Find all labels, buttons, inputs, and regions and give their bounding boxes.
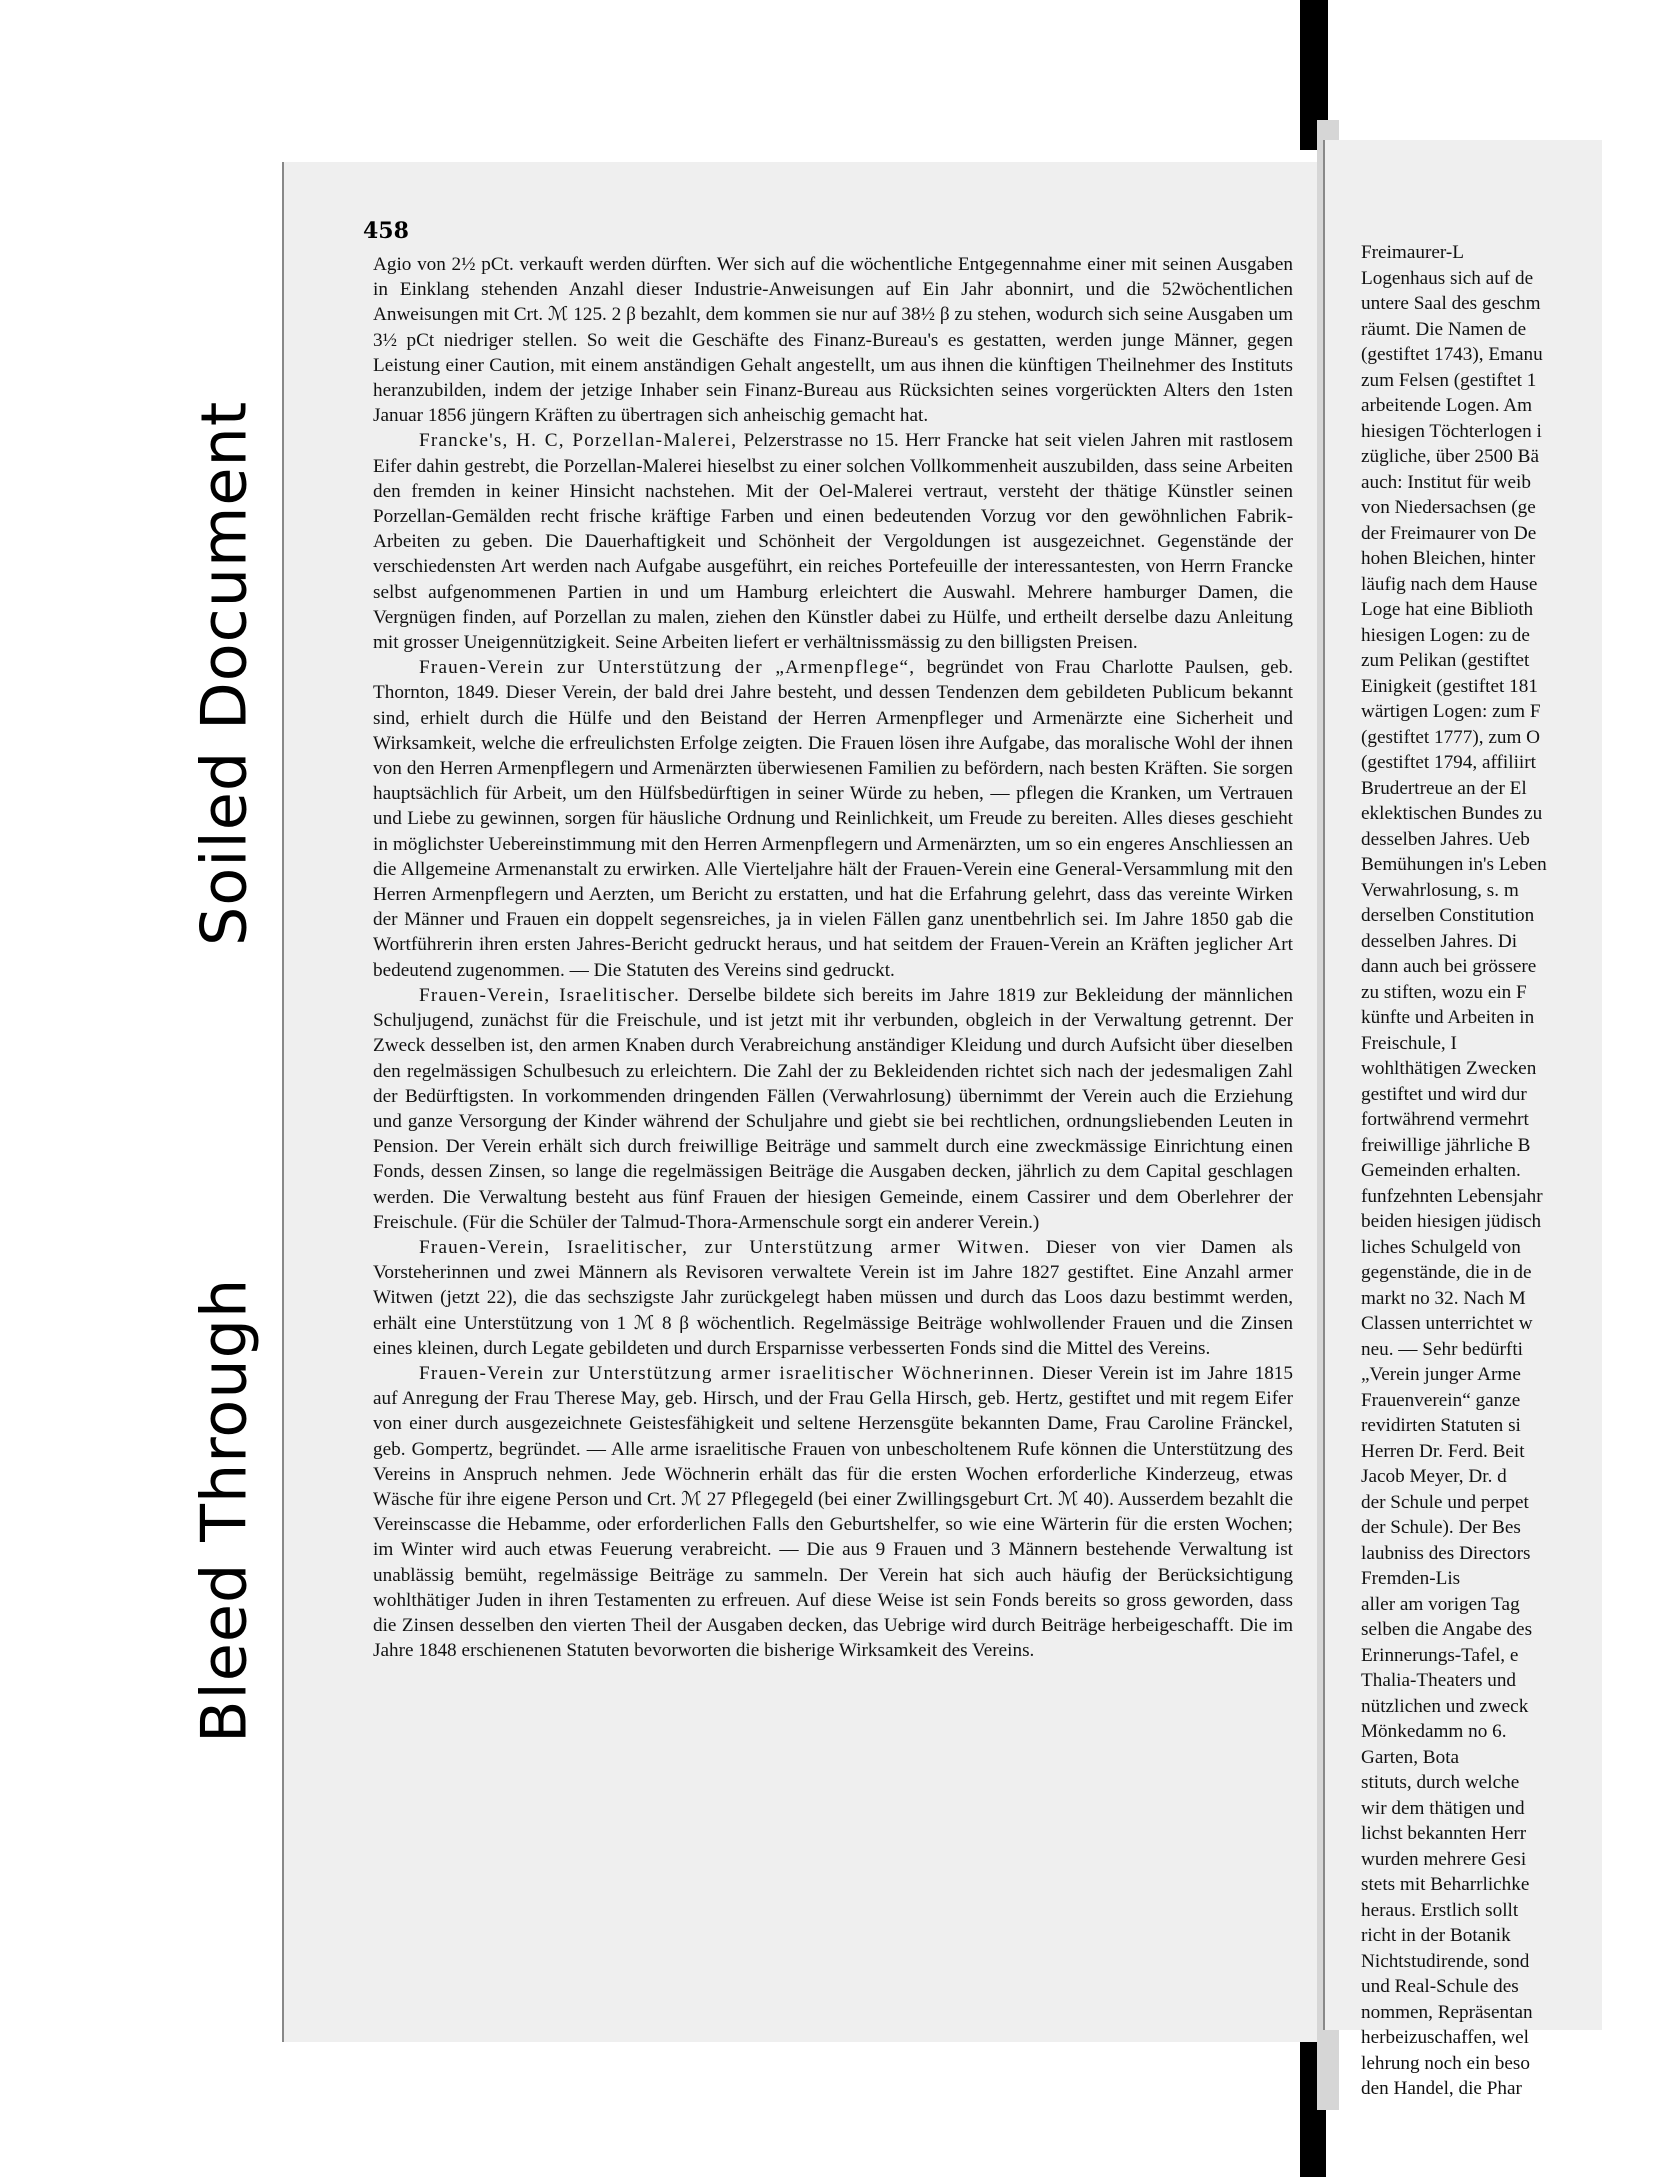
paragraph [373,983,1293,1235]
text-line: Mönkedamm no 6. [1361,1721,1507,1742]
text-line: läufig nach dem Hause [1361,573,1538,595]
text-line: wir dem thätigen und [1361,1797,1525,1819]
text-line: Bemühungen in's Leben [1361,854,1547,875]
text-line: eklektischen Bundes zu [1361,803,1543,824]
text-line: untere Saal des geschm [1361,293,1541,314]
text-line: funfzehnten Lebensjahr [1361,1185,1543,1207]
text-line: Nichtstudirende, sond [1361,1950,1530,1972]
text-line: (gestiftet 1777), zum O [1361,726,1541,748]
text-line: fortwährend vermehrt [1361,1109,1529,1130]
text-line: (gestiftet 1743), Emanu [1361,344,1543,365]
right-text-column [1361,240,1661,2102]
text-line: Frauenverein“ ganze [1361,1389,1521,1411]
entry-text: Derselbe bildete sich bereits im Jahre 1819 zur Bekleidung der männlichen Schuljugend, zunächst für die Freischule, und ist jetzt mit ihr verbunden, obgleich in der Verwaltung getrennt. Der Zweck desselben ist, den armen Knaben durch Verabreichung anständiger Kleidung und durch Aufsicht über dieselben den regelmässigen Schulbesuch zu erleichtern. Die Zahl der zu Bekleidenden richtet sich nach der jedesmaligen Zahl der Bedürftigsten. In vorkommenden dringenden Fällen (Verwahrlosung) übernimmt der Verein auch die Erziehung und ganze Versorgung der Kinder während der Schuljahre und giebt sie bei rechtlichen, ordnungsliebenden Leuten in Pension. Der Verein erhält sich durch freiwillige Beiträge und sammelt durch eine zweckmässige Einrichtung einen Fonds, dessen Zinsen, so lange die regelmässigen Beiträge die Ausgaben decken, jährlich zu dem Capital geschlagen werden. Die Verwaltung besteht aus fünf Frauen der hiesigen Gemeinde, einem Cassirer und dem Oberlehrer der Freischule. (Für die Schüler der Talmud-Thora-Armenschule sorgt ein anderer Verein.) [373,984,1293,1233]
text-line: Loge hat eine Biblioth [1361,599,1534,620]
paragraph [373,252,1293,428]
text-line: auch: Institut für weib [1361,471,1531,493]
text-line: gestiftet und wird dur [1361,1083,1527,1105]
text-line: Freimaurer-L [1361,242,1464,263]
paragraph [373,1361,1293,1663]
text-line: Brudertreue an der El [1361,777,1527,799]
text-line: Garten, Bota [1361,1746,1460,1768]
text-line: nommen, Repräsentan [1361,2001,1533,2023]
text-line: lichst bekannten Herr [1361,1823,1527,1844]
entry-text: Dieser Verein ist im Jahre 1815 auf Anregung der Frau Therese May, geb. Hirsch, und der Frau Gella Hirsch, geb. Hertz, gestiftet und mit regem Eifer von einer durch ausgezeichnete Geistesfähigkeit und seltene Herzensgüte bekannten Dame, Frau Caroline Fränckel, geb. Gompertz, begründet. — Alle arme israelitische Frauen von unbescholtenem Rufe können die Unterstützung des Vereins in Anspruch nehmen. Jede Wöchnerin erhält das für die ersten Wochen erforderliche Kinderzeug, etwas Wäsche für ihre eigene Person und Crt. ℳ 27 Pflegegeld (bei einer Zwillingsgeburt Crt. ℳ 40). Ausserdem bezahlt die Vereinscasse die Hebamme, oder erforderlichen Falls den Geburtshelfer, so wie eine Wärterin für die ersten Wochen; im Winter wird auch etwas Feuerung verabreicht. — Die aus 9 Frauen und 3 Männern bestehende Verwaltung ist unablässig bemüht, regelmässige Beiträge zu sammeln. Der Verein hat sich auch häufig der Berücksichtigung wohlthätiger Juden in ihren Testamenten zu erfreuen. Auf diese Weise ist sein Fonds bereits so gross geworden, dass die Zinsen desselben den vierten Theil der Ausgaben decken, das Uebrige wird durch Beiträge herbeigeschafft. Die im Jahre 1848 erschienenen Statuten bevorworten die bisherige Wirksamkeit des Vereins. [373,1362,1293,1662]
bleed-through-label: Bleed Through [160,1150,288,1870]
text-line: (gestiftet 1794, affiliirt [1361,752,1536,773]
text-line: Einigkeit (gestiftet 181 [1361,675,1538,697]
text-line: hiesigen Logen: zu de [1361,624,1530,646]
text-line: nützlichen und zweck [1361,1695,1529,1717]
text-line: neu. — Sehr bedürfti [1361,1338,1523,1360]
left-text-column [373,252,1293,1663]
text-line: heraus. Erstlich sollt [1361,1899,1519,1921]
text-line: künfte und Arbeiten in [1361,1007,1535,1028]
text-line: wohlthätigen Zwecken [1361,1058,1537,1079]
text-line: liches Schulgeld von [1361,1236,1521,1258]
text-line: zum Felsen (gestiftet 1 [1361,369,1537,391]
entry-heading: Frauen-Verein zur Unterstützung armer israelitischer Wöchnerinnen. [419,1362,1036,1384]
text-line: räumt. Die Namen de [1361,318,1527,340]
text-line: laubniss des Directors [1361,1542,1531,1564]
text-line: Jacob Meyer, Dr. d [1361,1466,1507,1487]
text-line: Verwahrlosung, s. m [1361,879,1519,901]
left-page [282,162,1322,2042]
paragraph [373,655,1293,983]
entry-heading: Frauen-Verein zur Unterstützung der „Armenpflege“, [419,657,916,679]
text-line: Erinnerungs-Tafel, e [1361,1644,1519,1666]
text-line: den Handel, die Phar [1361,2078,1522,2099]
right-page-cut-off [1323,140,1602,2099]
text-line: stets mit Beharrlichke [1361,1874,1530,1895]
text-line: dann auch bei grössere [1361,956,1537,977]
text-line: der Schule). Der Bes [1361,1517,1521,1538]
entry-heading: Francke's, H. C, Porzellan-Malerei, [419,430,738,452]
text-line: hiesigen Töchterlogen i [1361,420,1542,442]
paragraph [373,428,1293,655]
entry-text: begründet von Frau Charlotte Paulsen, geb. Thornton, 1849. Dieser Verein, der bald drei Jahre besteht, und dessen Tendenzen dem gebildeten Publicum bekannt sind, erhielt durch die Hülfe und den Beistand der Herren Armenpfleger und Armenärzte eine Sicherheit und Wirksamkeit, welche die erfreulichsten Erfolge zeigten. Die Frauen lösen ihre Aufgabe, das moralische Wohl der ihnen von den Herren Armenpflegern und Armenärzten überwiesenen Familien zu befördern, nach besten Kräften. Sie sorgen hauptsächlich für Arbeit, um den Hülfsbedürftigen in seiner Würde zu heben, — pflegen die Kranken, um Vertrauen und Liebe zu gewinnen, sorgen für häusliche Ordnung und Reinlichkeit, um Freude zu bereiten. Alles dieses geschieht in möglichster Uebereinstimmung mit den Herren Armenpflegern und Armenärzten, um so ein engeres Anschliessen an die Allgemeine Armenanstalt zu erwirken. Alle Vierteljahre hält der Frauen-Verein eine General-Versammlung mit den Herren Armenpflegern und Aerzten, um Bericht zu erstatten, und hat die Erfahrung gelehrt, dass das vereinte Wirken der Männer und Frauen ein doppelt segensreiches, ja in vielen Fällen ganz unentbehrlich sei. Im Jahre 1850 gab die Wortführerin ihren ersten Jahres-Bericht gedruckt heraus, und hat seitdem der Frauen-Verein an Kräften jeglicher Art bedeutend zugenommen. — Die Statuten des Vereins sind gedruckt. [373,657,1293,981]
text-line: markt no 32. Nach M [1361,1287,1526,1309]
entry-heading: Frauen-Verein, Israelitischer, zur Unterstützung armer Witwen. [419,1236,1031,1258]
text-line: „Verein junger Arme [1361,1364,1521,1385]
text-line: derselben Constitution [1361,905,1535,926]
text-line: selben die Angabe des [1361,1619,1533,1640]
text-line: Logenhaus sich auf de [1361,267,1534,289]
text-line: Thalia-Theaters und [1361,1670,1517,1691]
text-line: Classen unterrichtet w [1361,1313,1533,1334]
text-line: desselben Jahres. Ueb [1361,828,1530,850]
text-line: gegenstände, die in de [1361,1262,1532,1283]
text-line: der Freimaurer von De [1361,522,1537,544]
entry-heading: Frauen-Verein, Israelitischer. [419,984,681,1006]
text-line: arbeitende Logen. Am [1361,395,1533,416]
paragraph [373,1235,1293,1361]
text-line: Freischule, I [1361,1032,1457,1054]
entry-text: Pelzerstrasse no 15. Herr Francke hat seit vielen Jahren mit rastlosem Eifer dahin gestrebt, die Porzellan-Malerei hieselbst zu einer solchen Vollkommenheit auszubilden, dass seine Arbeiten den fremden in keiner Hinsicht nachstehen. Mit der Oel-Malerei vertraut, versteht der thätige Künstler seinen Porzellan-Gemälden recht frische kräftige Farben und einen bedeutenden Vorzug vor den gewöhnlichen Fabrik-Arbeiten zu geben. Die Dauerhaftigkeit und Schönheit der Vergoldungen ist ausgezeichnet. Gegenstände der verschiedensten Art werden nach Aufgabe ausgeführt, ein reiches Portefeuille der interessantesten, von Herrn Francke selbst aufgenommenen Partien in und um Hamburg erleichtert die Auswahl. Mehrere hamburger Damen, die Vergnügen finden, auf Porzellan zu malen, ziehen den Künstler dabei zu Hülfe, und ertheilt derselbe dazu Anleitung mit grosser Uneigennützigkeit. Seine Arbeiten liefert er verhältnissmässig zu den billigsten Preisen. [373,430,1293,654]
entry-text: Agio von 2½ pCt. verkauft werden dürften. Wer sich auf die wöchentliche Entgegennahme einer mit seinen Ausgaben in Einklang stehenden Anzahl dieser Industrie-Anweisungen auf Ein Jahr abonnirt, und die 52wöchentlichen Anweisungen mit Crt. ℳ 125. 2 β bezahlt, dem kommen sie nur auf 38½ β zu stehen, wodurch sich seine Ausgaben um 3½ pCt niedriger stellen. So weit die Geschäfte des Finanz-Bureau's es gestatten, werden junge Männer, gegen Leistung einer Caution, mit einem anständigen Gehalt angestellt, um aus ihnen die künftigen Theilnehmer des Instituts heranzubilden, indem der jetzige Inhaber sein Finanz-Bureau aus Rücksichten seines vorgerückten Alters den 1sten Januar 1856 jüngern Kräften zu übertragen sich anheischig gemacht hat. [373,254,1293,427]
text-line: freiwillige jährliche B [1361,1134,1531,1156]
text-line: hohen Bleichen, hinter [1361,548,1536,569]
soiled-document-label: Soiled Document [160,358,288,988]
text-line: zum Pelikan (gestiftet [1361,650,1530,671]
text-line: revidirten Statuten si [1361,1415,1521,1436]
text-line: zügliche, über 2500 Bä [1361,446,1539,467]
text-line: lehrung noch ein beso [1361,2052,1530,2074]
page-number: 458 [363,218,409,244]
text-line: von Niedersachsen (ge [1361,497,1536,518]
text-line: der Schule und perpet [1361,1491,1529,1513]
text-line: Fremden-Lis [1361,1568,1461,1589]
text-line: wärtigen Logen: zum F [1361,701,1541,722]
text-line: Herren Dr. Ferd. Beit [1361,1440,1525,1462]
entry-text: Dieser von vier Damen als Vorsteherinnen und zwei Männern als Revisoren verwaltete Verein ist im Jahre 1827 gestiftet. Eine Anzahl armer Witwen (jetzt 22), die das sechszigste Jahr zurückgelegt haben müssen und durch das Loos dazu bestimmt werden, erhält eine Unterstützung von 1 ℳ 8 β wöchentlich. Regelmässige Beiträge wohlwollender Frauen und die Zinsen eines kleinen, durch Legate gebildeten und durch Ersparnisse verbesserten Fonds sind die Mittel des Vereins. [373,1236,1293,1359]
text-line: Gemeinden erhalten. [1361,1160,1521,1181]
text-line: und Real-Schule des [1361,1976,1519,1997]
text-line: richt in der Botanik [1361,1925,1511,1946]
text-line: zu stiften, wozu ein F [1361,981,1527,1003]
text-line: stituts, durch welche [1361,1772,1520,1793]
text-line: beiden hiesigen jüdisch [1361,1211,1542,1232]
text-line: aller am vorigen Tag [1361,1593,1520,1615]
text-line: desselben Jahres. Di [1361,930,1518,952]
text-line: wurden mehrere Gesi [1361,1848,1527,1870]
text-line: herbeizuschaffen, wel [1361,2027,1529,2048]
